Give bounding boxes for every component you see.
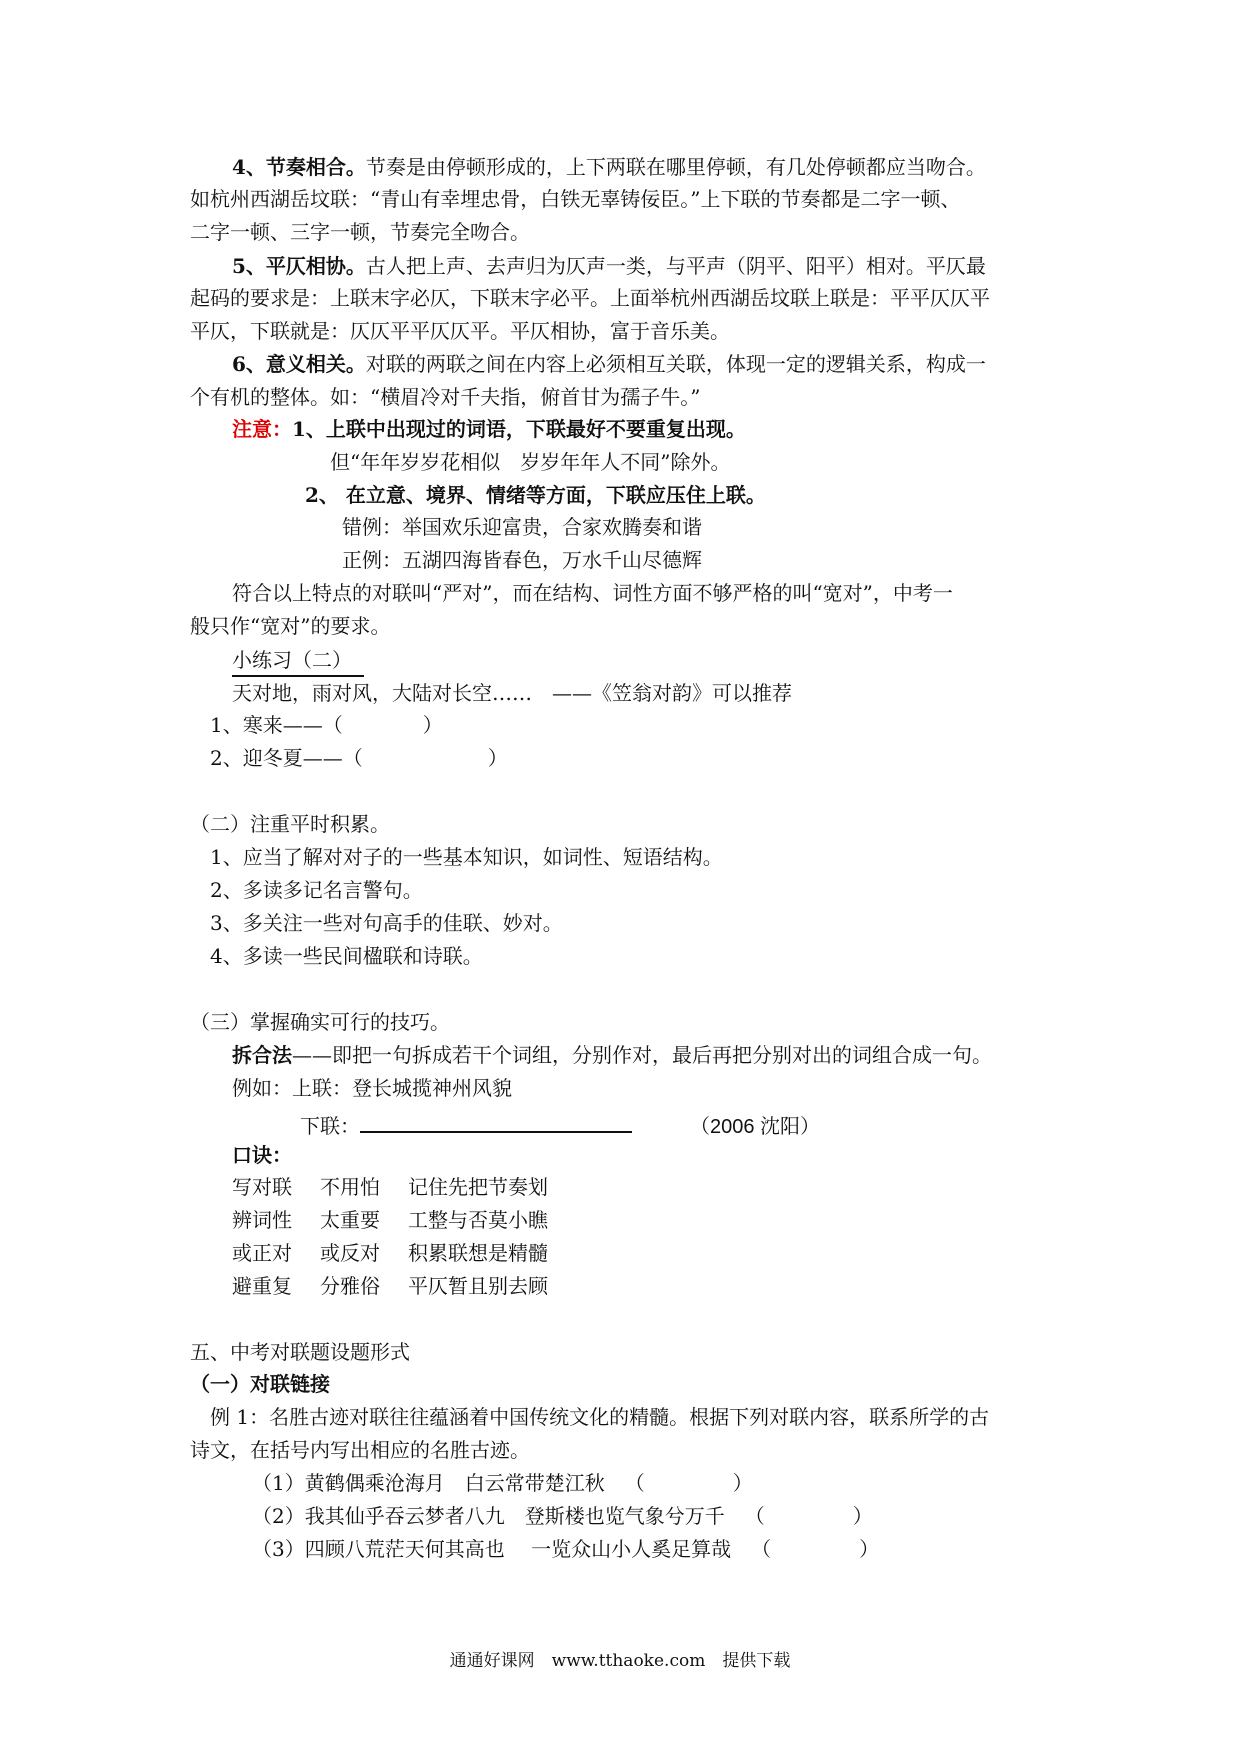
strict-line-1: 符合以上特点的对联叫“严对”，而在结构、词性方面不够严格的叫“宽对”，中考一: [232, 581, 953, 605]
accumulate-title: （二）注重平时积累。: [190, 812, 390, 836]
method-line: 拆合法——即把一句拆成若干个词组，分别作对，最后再把分别对出的词组合成一句。: [232, 1043, 992, 1067]
exam-example-line-2: 诗文，在括号内写出相应的名胜古迹。: [190, 1438, 530, 1462]
note-point-1-exception: 但“年年岁岁花相似 岁岁年年人不同”除外。: [330, 450, 731, 474]
note-point-1: 注意：1、上联中出现过的词语，下联最好不要重复出现。: [232, 417, 746, 441]
formula-line: 或正对 或反对 积累联想是精髓: [232, 1241, 548, 1265]
formula-line: 避重复 分雅俗 平仄暂且别去顾: [232, 1274, 548, 1298]
practice-question-2: 2、迎冬夏——（ ）: [210, 746, 508, 770]
exam-subsection-title: （一）对联链接: [190, 1372, 330, 1396]
meaning-line-1: 6、意义相关。对联的两联之间在内容上必须相互关联，体现一定的逻辑关系，构成一: [232, 352, 986, 376]
exam-example-line-1: 例 1：名胜古迹对联往往蕴涵着中国传统文化的精髓。根据下列对联内容，联系所学的古: [210, 1405, 990, 1429]
meaning-heading: 6、意义相关。: [232, 352, 366, 376]
tone-line-2: 起码的要求是：上联末字必仄，下联末字必平。上面举杭州西湖岳坟联上联是：平平仄仄平: [190, 286, 990, 310]
accumulate-item: 1、应当了解对对子的一些基本知识，如词性、短语结构。: [210, 845, 723, 869]
accumulate-item: 2、多读多记名言警句。: [210, 878, 423, 902]
tone-line-3: 平仄，下联就是：仄仄平平仄仄平。平仄相协，富于音乐美。: [190, 319, 730, 343]
practice-intro: 天对地，雨对风，大陆对长空…… ——《笠翁对韵》可以推荐: [232, 681, 792, 705]
rhythm-heading: 4、节奏相合。: [232, 155, 366, 179]
exam-item: （1）黄鹤偶乘沧海月 白云常带楚江秋 （ ）: [252, 1471, 753, 1495]
rhythm-line-2: 如杭州西湖岳坟联：“青山有幸埋忠骨，白铁无辜铸佞臣。”上下联的节奏都是二字一顿、: [190, 187, 961, 211]
exam-item: （3）四顾八荒茫天何其高也 一览众山小人奚足算哉 （ ）: [252, 1537, 880, 1561]
practice-title: 小练习（二）: [232, 650, 364, 670]
practice-question-1: 1、寒来——（ ）: [210, 713, 443, 737]
exam-source: （2006 沈阳）: [690, 1116, 821, 1138]
meaning-line-2: 个有机的整体。如：“横眉冷对千夫指，俯首甘为孺子牛。”: [190, 385, 701, 409]
note-label: 注意：: [232, 417, 292, 441]
note-point-2: 2、 在立意、境界、情绪等方面，下联应压住上联。: [305, 483, 766, 507]
strict-line-2: 般只作“宽对”的要求。: [190, 614, 391, 638]
rhythm-line-1: 4、节奏相合。节奏是由停顿形成的，上下两联在哪里停顿，有几处停顿都应当吻合。: [232, 155, 986, 179]
tone-heading: 5、平仄相协。: [232, 254, 366, 278]
wrong-example: 错例：举国欢乐迎富贵，合家欢腾奏和谐: [342, 515, 702, 539]
accumulate-item: 3、多关注一些对句高手的佳联、妙对。: [210, 911, 563, 935]
rhythm-line-3: 二字一顿、三字一顿，节奏完全吻合。: [190, 220, 530, 244]
formula-line: 辨词性 太重要 工整与否莫小瞧: [232, 1208, 548, 1232]
tone-line-1: 5、平仄相协。古人把上声、去声归为仄声一类，与平声（阴平、阳平）相对。平仄最: [232, 254, 986, 278]
method-name: 拆合法: [232, 1043, 292, 1067]
accumulate-item: 4、多读一些民间楹联和诗联。: [210, 944, 483, 968]
right-example: 正例：五湖四海皆春色，万水千山尽德辉: [342, 548, 702, 572]
page-footer: 通通好课网 www.tthaoke.com 提供下载: [449, 1651, 791, 1671]
lower-couplet-line: 下联： （2006 沈阳）: [300, 1111, 820, 1137]
exam-item: （2）我其仙乎吞云梦者八九 登斯楼也览气象兮万千 （ ）: [252, 1504, 873, 1528]
formula-label: 口诀：: [232, 1143, 292, 1167]
method-example: 例如：上联：登长城揽神州风貌: [232, 1076, 512, 1100]
exam-section-title: 五、中考对联题设题形式: [190, 1340, 410, 1364]
formula-line: 写对联 不用怕 记住先把节奏划: [232, 1175, 548, 1199]
answer-blank: [360, 1111, 632, 1133]
skills-title: （三）掌握确实可行的技巧。: [190, 1010, 450, 1034]
